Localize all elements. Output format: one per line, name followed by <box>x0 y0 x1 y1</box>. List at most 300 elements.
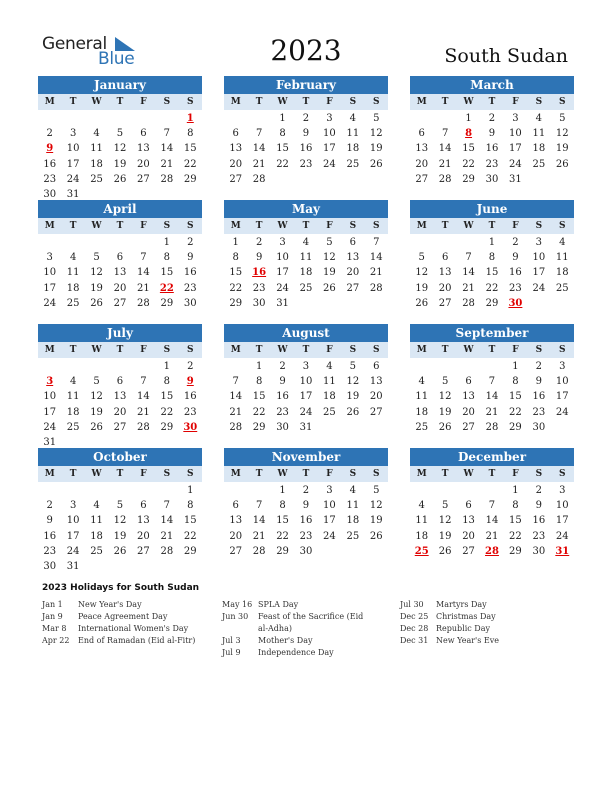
holiday-date: Jul 3 <box>222 636 241 645</box>
day-cell: 20 <box>369 391 383 403</box>
day-cell: 12 <box>113 143 127 155</box>
holiday-row <box>400 599 570 611</box>
holidays-title: 2023 Holidays for South Sudan <box>42 583 200 593</box>
day-cell: 18 <box>90 158 103 170</box>
day-cell: 25 <box>555 282 569 294</box>
day-cell: 15 <box>276 143 289 155</box>
day-cell: 19 <box>369 143 383 155</box>
holiday-name: Independence Day <box>258 648 334 657</box>
day-cell: 20 <box>415 158 429 170</box>
day-cell: 4 <box>349 485 357 496</box>
day-cell: 29 <box>276 545 289 557</box>
day-cell: 21 <box>229 406 243 418</box>
day-cell: 5 <box>373 485 380 496</box>
weekday-label: T <box>116 221 124 231</box>
weekday-label: T <box>441 97 449 107</box>
day-cell: 27 <box>229 173 243 185</box>
holiday-name: New Year's Day <box>78 600 142 609</box>
weekday-header <box>410 466 574 482</box>
day-cell: 2 <box>46 128 53 140</box>
day-cell: 21 <box>485 530 499 542</box>
day-cell: 19 <box>369 515 383 527</box>
day-cell: 17 <box>509 143 522 155</box>
day-cell: 2 <box>255 237 263 248</box>
day-cell: 20 <box>438 282 452 294</box>
holiday-name: International Women's Day <box>78 624 189 633</box>
weekday-label: M <box>416 221 427 231</box>
empty-cell <box>132 483 155 498</box>
day-cell: 26 <box>113 173 127 185</box>
month-november <box>224 448 388 559</box>
day-cell: 7 <box>255 500 263 512</box>
weekday-label: M <box>230 97 241 107</box>
day-cell: 24 <box>532 282 546 294</box>
day-grid <box>224 358 388 435</box>
day-cell: 12 <box>90 267 103 279</box>
day-cell: 23 <box>532 530 546 542</box>
day-cell: 29 <box>462 173 475 185</box>
day-grid <box>224 482 388 559</box>
day-cell: 3 <box>326 113 333 124</box>
holiday-row <box>42 611 212 623</box>
day-cell: 3 <box>69 500 77 512</box>
day-cell: 13 <box>229 143 243 155</box>
holiday-row <box>400 623 570 635</box>
day-cell: 14 <box>229 391 243 403</box>
weekday-label: F <box>512 221 519 231</box>
day-cell: 12 <box>415 267 429 279</box>
holiday-name: Martyrs Day <box>436 600 487 609</box>
day-cell: 1 <box>465 113 472 124</box>
day-cell: 27 <box>369 406 383 418</box>
empty-cell <box>85 359 108 374</box>
day-cell: 9 <box>302 128 310 140</box>
holiday-date: Jul 9 <box>222 648 241 657</box>
month-title: December <box>410 448 574 466</box>
day-cell: 24 <box>555 530 569 542</box>
day-cell: 29 <box>183 173 197 185</box>
day-cell: 1 <box>163 237 171 248</box>
month-title: May <box>224 200 388 218</box>
day-cell: 23 <box>276 406 289 418</box>
day-cell: 15 <box>160 391 174 403</box>
day-cell: 14 <box>160 515 174 527</box>
day-cell: 17 <box>299 391 313 403</box>
empty-cell <box>247 483 270 498</box>
empty-cell <box>155 483 178 498</box>
holiday-row <box>222 599 372 611</box>
empty-cell <box>410 483 433 498</box>
weekday-label: T <box>302 469 310 479</box>
day-cell: 22 <box>462 158 475 170</box>
day-cell: 18 <box>415 406 429 418</box>
weekday-label: S <box>535 345 543 355</box>
weekday-label: S <box>187 221 194 231</box>
empty-cell <box>457 235 480 250</box>
weekday-label: F <box>512 97 519 107</box>
day-cell: 12 <box>113 515 127 527</box>
day-cell: 19 <box>438 406 452 418</box>
day-cell: 4 <box>559 237 566 248</box>
day-cell: 25 <box>532 158 546 170</box>
day-cell: 8 <box>279 500 286 512</box>
holiday-row <box>222 635 372 647</box>
day-cell: 21 <box>369 267 383 279</box>
day-cell: 3 <box>69 128 77 140</box>
day-cell: 1 <box>512 485 519 496</box>
day-cell: 23 <box>43 545 57 557</box>
day-cell: 16 <box>183 267 197 279</box>
month-title: July <box>38 324 202 342</box>
day-cell: 30 <box>532 421 546 433</box>
day-cell: 7 <box>140 252 147 264</box>
empty-cell <box>410 235 433 250</box>
day-cell: 23 <box>43 173 57 185</box>
month-march <box>410 76 574 187</box>
empty-cell <box>132 359 155 374</box>
weekday-label: T <box>441 221 449 231</box>
day-cell: 13 <box>229 515 243 527</box>
day-cell: 4 <box>302 237 310 248</box>
day-cell: 18 <box>90 530 103 542</box>
day-cell: 20 <box>137 158 150 170</box>
day-cell: 15 <box>183 515 197 527</box>
weekday-label: F <box>326 221 333 231</box>
day-cell: 23 <box>252 282 266 294</box>
day-cell: 25 <box>299 282 313 294</box>
holiday-row <box>42 623 212 635</box>
month-may <box>224 200 388 311</box>
day-cell: 3 <box>279 237 286 248</box>
day-cell: 29 <box>160 421 174 433</box>
day-cell: 24 <box>66 545 80 557</box>
holiday-name: Mother's Day <box>258 636 313 645</box>
holiday-name: New Year's Eve <box>436 636 499 645</box>
day-cell: 21 <box>137 282 150 294</box>
day-cell: 8 <box>232 252 239 264</box>
day-cell: 13 <box>462 391 475 403</box>
day-cell: 6 <box>232 500 239 512</box>
weekday-label: S <box>535 97 543 107</box>
day-cell: 6 <box>418 128 425 140</box>
weekday-label: W <box>91 97 102 107</box>
day-cell: 25 <box>66 297 80 309</box>
holiday-date: Jan 1 <box>42 600 63 609</box>
day-cell: 1 <box>512 361 519 372</box>
day-cell: 15 <box>509 515 522 527</box>
day-cell: 4 <box>418 376 425 388</box>
holiday-day-cell: 9 <box>186 376 194 388</box>
day-cell: 15 <box>276 515 289 527</box>
holiday-date: Mar 8 <box>42 624 67 633</box>
month-june <box>410 200 574 311</box>
day-cell: 13 <box>113 267 127 279</box>
weekday-label: M <box>416 469 427 479</box>
day-cell: 11 <box>66 391 80 403</box>
day-cell: 30 <box>532 545 546 557</box>
day-cell: 17 <box>323 515 336 527</box>
day-cell: 22 <box>183 158 197 170</box>
day-cell: 10 <box>43 391 57 403</box>
day-cell: 14 <box>485 515 499 527</box>
month-title: June <box>410 200 574 218</box>
weekday-label: S <box>187 345 194 355</box>
day-cell: 31 <box>66 560 80 572</box>
weekday-label: M <box>230 469 241 479</box>
holiday-date: Dec 28 <box>400 624 429 633</box>
day-cell: 2 <box>187 237 194 248</box>
empty-cell <box>224 359 247 374</box>
day-cell: 1 <box>488 237 496 248</box>
weekday-label: T <box>255 469 263 479</box>
month-title: September <box>410 324 574 342</box>
day-cell: 28 <box>369 282 383 294</box>
day-cell: 1 <box>187 485 194 496</box>
day-cell: 29 <box>509 421 522 433</box>
day-cell: 24 <box>299 406 313 418</box>
day-cell: 13 <box>137 143 150 155</box>
holiday-date: Jan 9 <box>42 612 63 621</box>
day-cell: 4 <box>69 252 77 264</box>
day-cell: 26 <box>415 297 429 309</box>
holiday-date: Dec 31 <box>400 636 429 645</box>
day-cell: 7 <box>488 500 496 512</box>
day-cell: 24 <box>509 158 522 170</box>
day-cell: 7 <box>373 237 380 248</box>
weekday-label: S <box>187 469 194 479</box>
day-cell: 2 <box>187 361 194 372</box>
day-cell: 14 <box>369 252 383 264</box>
holiday-column <box>222 599 372 659</box>
day-cell: 26 <box>323 282 336 294</box>
day-cell: 8 <box>512 500 519 512</box>
day-cell: 10 <box>66 515 80 527</box>
day-cell: 19 <box>555 143 569 155</box>
day-cell: 27 <box>137 173 150 185</box>
day-cell: 10 <box>532 252 546 264</box>
day-cell: 6 <box>116 252 124 264</box>
empty-cell <box>433 235 456 250</box>
day-cell: 23 <box>299 530 313 542</box>
day-cell: 7 <box>441 128 449 140</box>
day-cell: 27 <box>346 282 360 294</box>
weekday-label: T <box>488 469 496 479</box>
weekday-label: T <box>116 97 124 107</box>
day-cell: 20 <box>346 267 360 279</box>
weekday-header <box>38 218 202 234</box>
day-cell: 15 <box>229 267 243 279</box>
empty-cell <box>61 359 84 374</box>
day-cell: 11 <box>415 391 429 403</box>
holiday-row <box>222 611 372 635</box>
day-cell: 2 <box>512 237 519 248</box>
day-cell: 5 <box>116 500 124 512</box>
weekday-label: W <box>463 469 474 479</box>
day-cell: 10 <box>555 500 569 512</box>
day-cell: 26 <box>369 158 383 170</box>
day-grid <box>410 110 574 187</box>
month-title: April <box>38 200 202 218</box>
day-cell: 22 <box>276 158 289 170</box>
day-cell: 18 <box>415 530 429 542</box>
empty-cell <box>61 235 84 250</box>
day-cell: 31 <box>509 173 522 185</box>
day-cell: 28 <box>137 421 150 433</box>
weekday-label: W <box>91 221 102 231</box>
day-cell: 17 <box>43 282 57 294</box>
day-cell: 22 <box>160 406 174 418</box>
holiday-day-cell: 16 <box>252 267 267 279</box>
day-cell: 12 <box>323 252 336 264</box>
day-cell: 21 <box>137 406 150 418</box>
day-cell: 2 <box>46 500 53 512</box>
day-cell: 29 <box>183 545 197 557</box>
day-cell: 5 <box>326 237 333 248</box>
day-cell: 19 <box>323 267 336 279</box>
day-cell: 21 <box>438 158 452 170</box>
day-cell: 3 <box>512 113 519 124</box>
weekday-label: S <box>349 469 357 479</box>
weekday-label: S <box>349 97 357 107</box>
day-cell: 21 <box>252 158 266 170</box>
empty-cell <box>480 483 503 498</box>
day-cell: 1 <box>232 237 239 248</box>
day-cell: 28 <box>252 173 266 185</box>
day-cell: 28 <box>137 297 150 309</box>
day-cell: 8 <box>512 376 519 388</box>
weekday-label: T <box>488 97 496 107</box>
day-cell: 30 <box>485 173 499 185</box>
day-cell: 29 <box>485 297 499 309</box>
month-december <box>410 448 574 559</box>
weekday-label: F <box>326 97 333 107</box>
day-cell: 5 <box>93 252 100 264</box>
day-cell: 16 <box>485 143 499 155</box>
weekday-header <box>224 342 388 358</box>
holiday-day-cell: 30 <box>508 297 523 309</box>
day-cell: 15 <box>160 267 174 279</box>
day-cell: 28 <box>229 421 243 433</box>
day-cell: 8 <box>255 376 263 388</box>
day-cell: 13 <box>113 391 127 403</box>
day-cell: 19 <box>90 282 103 294</box>
day-cell: 9 <box>279 376 286 388</box>
day-cell: 24 <box>323 158 336 170</box>
day-cell: 9 <box>255 252 263 264</box>
empty-cell <box>61 111 84 126</box>
empty-cell <box>247 111 270 126</box>
day-cell: 29 <box>252 421 266 433</box>
weekday-label: T <box>69 345 77 355</box>
holiday-date: Jun 30 <box>222 612 249 621</box>
weekday-label: W <box>91 469 102 479</box>
empty-cell <box>38 235 61 250</box>
day-cell: 16 <box>183 391 197 403</box>
day-cell: 21 <box>160 158 174 170</box>
day-cell: 14 <box>160 143 174 155</box>
day-cell: 10 <box>323 128 336 140</box>
day-cell: 2 <box>302 113 310 124</box>
day-cell: 9 <box>535 500 543 512</box>
day-cell: 25 <box>346 158 360 170</box>
empty-cell <box>38 359 61 374</box>
day-cell: 3 <box>559 485 566 496</box>
day-cell: 17 <box>66 530 80 542</box>
day-cell: 18 <box>66 406 80 418</box>
day-cell: 22 <box>276 530 289 542</box>
day-cell: 12 <box>438 391 452 403</box>
day-cell: 28 <box>462 297 475 309</box>
day-cell: 19 <box>90 406 103 418</box>
day-cell: 20 <box>229 158 243 170</box>
day-cell: 8 <box>163 376 171 388</box>
holiday-name: Republic Day <box>436 624 490 633</box>
day-cell: 10 <box>66 143 80 155</box>
day-grid <box>224 234 388 311</box>
day-cell: 4 <box>93 500 100 512</box>
day-cell: 7 <box>465 252 472 264</box>
weekday-label: W <box>463 221 474 231</box>
month-february <box>224 76 388 187</box>
weekday-label: S <box>163 97 171 107</box>
day-cell: 9 <box>488 128 496 140</box>
day-cell: 11 <box>90 143 103 155</box>
weekday-label: W <box>91 345 102 355</box>
day-cell: 20 <box>462 406 475 418</box>
day-cell: 15 <box>462 143 475 155</box>
weekday-label: M <box>44 469 55 479</box>
empty-cell <box>224 483 247 498</box>
weekday-label: W <box>277 469 288 479</box>
day-cell: 26 <box>90 297 103 309</box>
weekday-label: T <box>302 345 310 355</box>
empty-cell <box>38 111 61 126</box>
day-cell: 10 <box>276 252 289 264</box>
day-cell: 5 <box>418 252 425 264</box>
month-october <box>38 448 202 574</box>
day-cell: 8 <box>279 128 286 140</box>
weekday-label: T <box>116 345 124 355</box>
holiday-column <box>400 599 570 647</box>
weekday-label: F <box>512 345 519 355</box>
day-cell: 27 <box>462 421 475 433</box>
day-cell: 11 <box>66 267 80 279</box>
weekday-header <box>224 218 388 234</box>
day-cell: 11 <box>346 128 360 140</box>
day-cell: 5 <box>559 113 566 124</box>
empty-cell <box>433 359 456 374</box>
day-cell: 17 <box>555 515 569 527</box>
month-title: August <box>224 324 388 342</box>
empty-cell <box>61 483 84 498</box>
day-cell: 14 <box>485 391 499 403</box>
day-cell: 9 <box>512 252 519 264</box>
weekday-label: S <box>163 345 171 355</box>
day-cell: 21 <box>462 282 475 294</box>
day-cell: 2 <box>279 361 286 372</box>
weekday-label: T <box>441 469 449 479</box>
day-cell: 31 <box>66 188 80 200</box>
day-cell: 5 <box>116 128 124 140</box>
holiday-day-cell: 9 <box>46 143 54 155</box>
day-cell: 19 <box>346 391 360 403</box>
day-cell: 30 <box>276 421 289 433</box>
weekday-label: S <box>559 97 566 107</box>
holiday-day-cell: 31 <box>555 545 570 557</box>
day-cell: 27 <box>113 297 127 309</box>
day-cell: 18 <box>555 267 569 279</box>
day-cell: 16 <box>43 158 57 170</box>
